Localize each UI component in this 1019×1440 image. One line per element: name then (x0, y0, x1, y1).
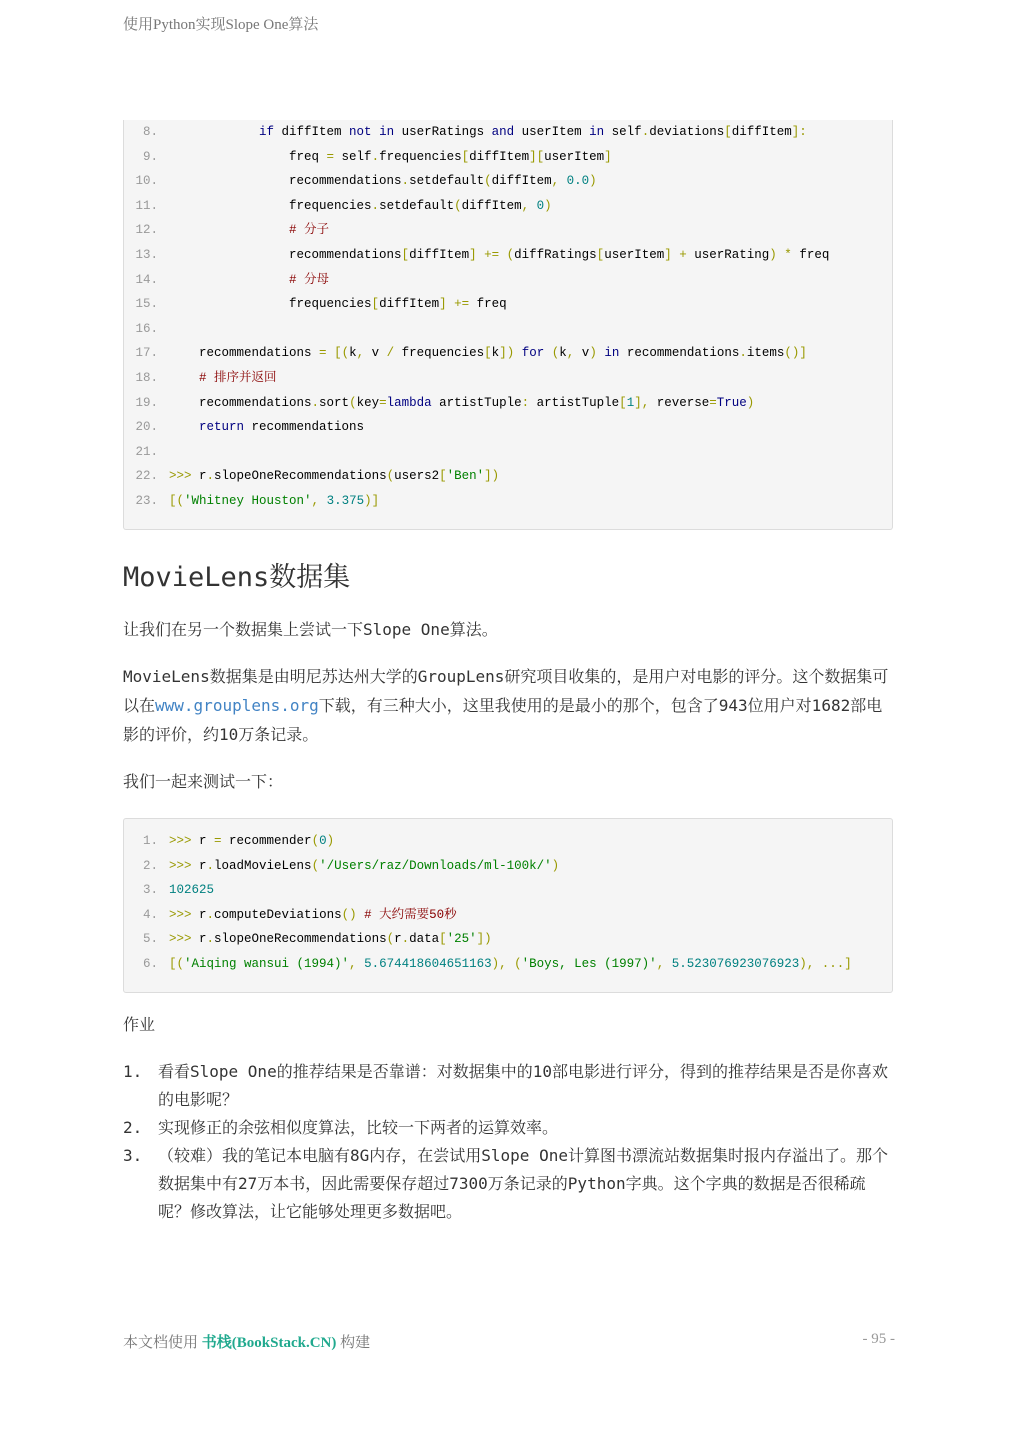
code-line (124, 854, 892, 879)
line-number: 3. (142, 883, 158, 898)
line-number: 10. (135, 174, 158, 189)
code-text: recommendations.setdefault(diffItem, 0.0) (169, 174, 597, 189)
footer-suffix: 构建 (340, 1335, 371, 1351)
code-line (124, 391, 892, 416)
list-number: 2. (123, 1118, 143, 1137)
code-text: >>> r.slopeOneRecommendations(users2['Ben']) (169, 469, 500, 484)
code-text: # 分母 (289, 272, 330, 287)
list-number: 1. (123, 1062, 143, 1081)
code-text: >>> r.loadMovieLens('/Users/raz/Downloads/ml-100k/') (169, 858, 560, 873)
line-number: 14. (135, 272, 158, 287)
line-number: 13. (135, 247, 158, 262)
code-line (124, 145, 892, 170)
code-text: recommendations = [(k, v / frequencies[k]) for (k, v) in recommendations.items()] (169, 346, 807, 361)
code-text: 102625 (169, 883, 215, 898)
code-line (124, 218, 892, 243)
description-text: MovieLens数据集是由明尼苏达州大学的GroupLens研究项目收集的，是用户对电影的评分。这个数据集可以在 (123, 667, 889, 715)
line-number: 1. (142, 834, 158, 848)
homework-list (123, 1058, 893, 1226)
line-number: 22. (135, 469, 158, 484)
list-item (123, 1114, 893, 1142)
line-number: 2. (142, 858, 158, 873)
line-number: 20. (135, 420, 158, 435)
code-text: >>> r.slopeOneRecommendations(r.data['25']) (169, 932, 492, 947)
code-line (124, 952, 892, 977)
homework-title: 作业 (123, 1015, 156, 1034)
code-text: recommendations[diffItem] += (diffRatings[userItem] + userRating) * freq (169, 247, 830, 262)
code-block-movielens (123, 818, 893, 993)
code-text: >>> r = recommender(0) (169, 834, 335, 848)
code-text: >>> r.computeDeviations() # 大约需要50秒 (169, 907, 457, 922)
line-number: 9. (142, 149, 158, 164)
code-line (124, 927, 892, 952)
code-line (124, 878, 892, 903)
page-number: - 95 - (862, 1331, 895, 1347)
line-number: 17. (135, 346, 158, 361)
code-text: # 排序并返回 (199, 370, 277, 385)
code-text: # 分子 (289, 223, 330, 238)
code-line (124, 366, 892, 391)
code-line (124, 903, 892, 928)
code-line (124, 243, 892, 268)
line-number: 15. (135, 297, 158, 312)
code-line (124, 829, 892, 854)
list-item-text: 看看Slope One的推荐结果是否靠谱：对数据集中的10部电影进行评分，得到的推荐结果是否是你喜欢的电影呢？ (158, 1062, 888, 1109)
list-item (123, 1142, 893, 1226)
code-line (124, 489, 892, 514)
line-number: 6. (142, 956, 158, 971)
code-line (124, 120, 892, 145)
line-number: 19. (135, 395, 158, 410)
bookstack-link[interactable]: 书栈(BookStack.CN) (201, 1335, 337, 1351)
line-number: 4. (142, 907, 158, 922)
code-line (124, 169, 892, 194)
line-number: 8. (142, 125, 158, 139)
code-line (124, 292, 892, 317)
code-line (124, 268, 892, 293)
code-line (124, 464, 892, 489)
line-number: 21. (135, 444, 158, 459)
line-number: 12. (135, 223, 158, 238)
code-text: [('Whitney Houston', 3.375)] (169, 493, 380, 508)
line-number: 16. (135, 321, 158, 336)
test-intro-paragraph: 我们一起来测试一下： (123, 772, 284, 791)
code-line (124, 415, 892, 440)
code-text: return recommendations (199, 420, 365, 435)
line-number: 5. (142, 932, 158, 947)
code-text: recommendations.sort(key=lambda artistTuple: artistTuple[1], reverse=True) (169, 395, 755, 410)
line-number: 11. (135, 198, 158, 213)
intro-paragraph: 让我们在另一个数据集上尝试一下Slope One算法。 (123, 620, 498, 639)
footer-credit (123, 1331, 370, 1352)
code-line (124, 341, 892, 366)
running-header: 使用Python实现Slope One算法 (123, 17, 319, 33)
code-text: freq = self.frequencies[diffItem][userItem] (169, 149, 612, 164)
code-line (124, 194, 892, 219)
section-heading: MovieLens数据集 (123, 562, 351, 593)
list-number: 3. (123, 1146, 143, 1165)
description-paragraph (123, 662, 893, 749)
line-number: 18. (135, 370, 158, 385)
code-line (124, 440, 892, 465)
code-text: if diffItem not in userRatings and userItem in self.deviations[diffItem]: (259, 125, 807, 139)
description-text: 下载，有三种大小，这里我使用的是最小的那个，包含了943位用户对1682部电影的评价，约10万条记录。 (123, 696, 883, 744)
code-text: frequencies[diffItem] += freq (169, 297, 507, 312)
list-item-text: （较难）我的笔记本电脑有8G内存，在尝试用Slope One计算图书漂流站数据集时报内存溢出了。那个数据集中有27万本书，因此需要保存超过7300万条记录的Python字典。这个字典的数据是否很稀疏呢？修改算法，让它能够处理更多数据吧。 (158, 1146, 888, 1221)
code-text: frequencies.setdefault(diffItem, 0) (169, 198, 552, 213)
grouplens-link[interactable]: www.grouplens.org (155, 696, 319, 715)
list-item-text: 实现修正的余弦相似度算法，比较一下两者的运算效率。 (158, 1118, 559, 1137)
footer-prefix: 本文档使用 (123, 1335, 199, 1351)
list-item (123, 1058, 893, 1114)
code-line (124, 317, 892, 342)
line-number: 23. (135, 493, 158, 508)
code-block-slope-one (123, 120, 893, 530)
code-text: [('Aiqing wansui (1994)', 5.674418604651163), ('Boys, Les (1997)', 5.523076923076923), ...] (169, 956, 852, 971)
